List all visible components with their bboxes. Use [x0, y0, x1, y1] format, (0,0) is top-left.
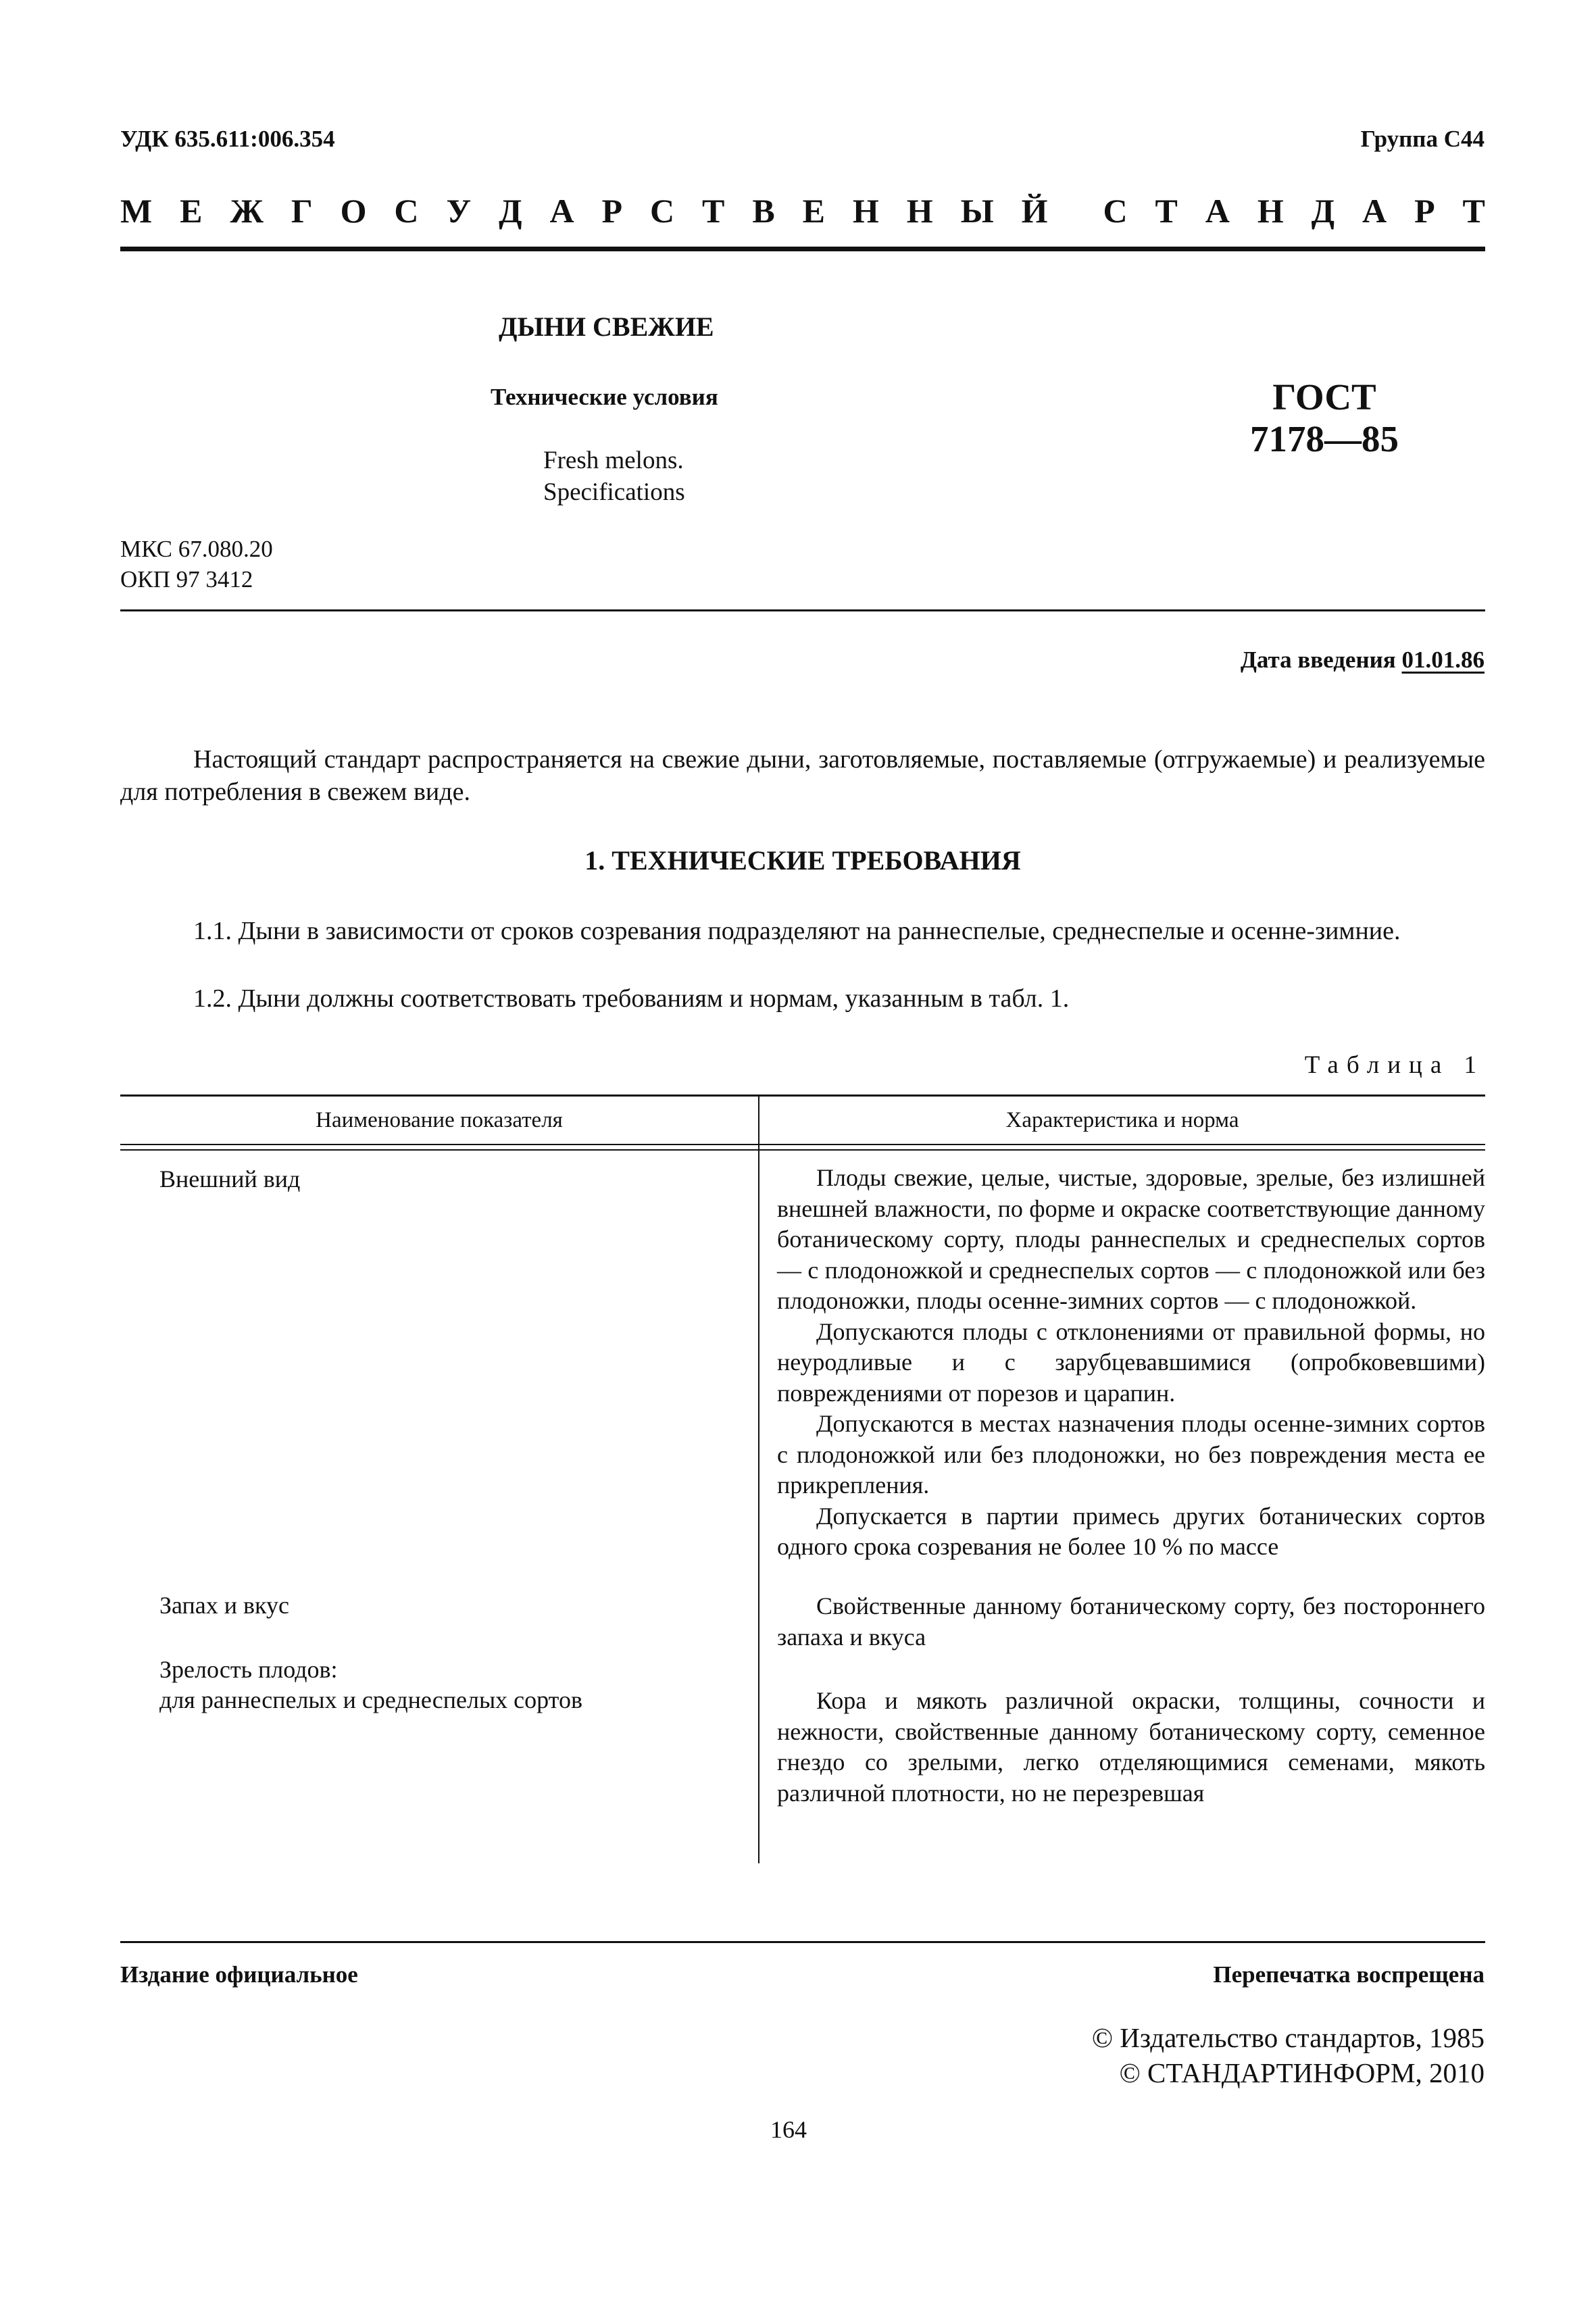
banner-letter: С [394, 192, 419, 230]
row-ripeness-norm [777, 1686, 1485, 1809]
banner-letter: Т [1462, 192, 1485, 230]
mks-code: МКС 67.080.20 [120, 536, 273, 562]
column-header-indicator: Наименование показателя [316, 1108, 563, 1132]
interstate-standard-banner [120, 191, 1485, 230]
footer-rule [120, 1941, 1485, 1943]
banner-letter: Т [1155, 192, 1178, 230]
banner-letter: М [120, 192, 153, 230]
date-value: 01.01.86 [1401, 647, 1485, 673]
table-top-rule [120, 1095, 1485, 1097]
table-header-rule-1 [120, 1144, 1485, 1145]
group-code: Группа С44 [1360, 126, 1485, 152]
appearance-norm-p2: Допускаются плоды с отклонениями от правильной формы, но неуродливые и с зарубцевавшимися (опробковевшими) повреждениями от порезов и царапин. [777, 1317, 1485, 1407]
gost-designation: 7178—85 [1250, 418, 1399, 459]
row-smell-taste-name: Запах и вкус [159, 1592, 290, 1619]
clause-1-2: 1.2. Дыни должны соответствовать требованиям и нормам, указанным в табл. 1. [193, 984, 1070, 1013]
banner-letter: А [1362, 192, 1387, 230]
column-header-norm: Характеристика и норма [1005, 1108, 1239, 1132]
banner-letter: А [1205, 192, 1230, 230]
english-title [543, 445, 685, 508]
banner-letter: У [446, 192, 472, 230]
gost-label: ГОСТ [1272, 376, 1376, 418]
banner-letter: Й [1021, 192, 1048, 230]
banner-letter: О [340, 192, 367, 230]
okp-code: ОКП 97 3412 [120, 566, 253, 593]
banner-letter: Ы [960, 192, 994, 230]
row-smell-taste-norm [777, 1591, 1485, 1653]
banner-letter: Р [1414, 192, 1435, 230]
document-subtitle: Технические условия [491, 384, 718, 410]
introduction-date [1241, 647, 1485, 674]
copyright-block [1092, 2020, 1485, 2090]
banner-letter: Ж [230, 192, 264, 230]
english-title-line2: Specifications [543, 478, 685, 506]
section-heading: 1. ТЕХНИЧЕСКИЕ ТРЕБОВАНИЯ [584, 845, 1021, 876]
classification-codes [120, 534, 273, 595]
table-header-rule-2 [120, 1149, 1485, 1151]
date-label: Дата введения [1240, 647, 1396, 673]
banner-letter: Н [1257, 192, 1284, 230]
banner-letter: Г [291, 192, 313, 230]
ripeness-norm-p1: Кора и мякоть различной окраски, толщины, сочности и нежности, свойственные данному ботаническому сорту, семенное гнездо со зрелыми, легко отделяющимися семенами, мякоть различной плотности, но не перезревшая [777, 1687, 1485, 1807]
banner-letter: С [1103, 192, 1128, 230]
banner-letter: Д [499, 192, 522, 230]
intro-paragraph: Настоящий стандарт распространяется на свежие дыни, заготовляемые, поставляемые (отгружаемые) и реализуемые для потребления в свежем виде. [120, 745, 1485, 806]
table-column-divider [758, 1095, 759, 1863]
banner-letter: Н [906, 192, 933, 230]
banner-letter: Р [601, 192, 623, 230]
banner-letter: Д [1311, 192, 1335, 230]
appearance-norm-p4: Допускается в партии примесь других ботанических сортов одного срока созревания не более 10 % по массе [777, 1502, 1485, 1560]
clause-1-1: 1.1. Дыни в зависимости от сроков созревания подразделяют на раннеспелые, среднеспелые и осенне-зимние. [193, 917, 1401, 945]
row-ripeness-subname: для раннеспелых и среднеспелых сортов [159, 1686, 582, 1713]
appearance-norm-p3: Допускаются в местах назначения плоды осенне-зимних сортов с плодоножкой или без плодоножки, но без повреждения места ее прикрепления. [777, 1410, 1485, 1499]
row-appearance-norm [777, 1163, 1485, 1563]
banner-letter: Т [702, 192, 725, 230]
row-appearance-name: Внешний вид [159, 1165, 301, 1192]
smell-taste-norm-p1: Свойственные данному ботаническому сорту, без постороннего запаха и вкуса [777, 1592, 1485, 1651]
copyright-line-2: © СТАНДАРТИНФОРМ, 2010 [1119, 2057, 1485, 2088]
gost-number [1243, 376, 1405, 460]
banner-letter: Н [852, 192, 879, 230]
document-title: ДЫНИ СВЕЖИЕ [499, 311, 714, 342]
banner-letter: Е [180, 192, 203, 230]
table-label: Таблица 1 [1304, 1051, 1485, 1079]
row-ripeness-name: Зрелость плодов: [159, 1656, 338, 1683]
reprint-prohibited-note: Перепечатка воспрещена [1213, 1961, 1485, 1988]
english-title-line1: Fresh melons. [543, 447, 684, 474]
copyright-line-1: © Издательство стандартов, 1985 [1091, 2022, 1485, 2053]
title-rule [120, 609, 1485, 611]
page-number: 164 [770, 2116, 807, 2143]
banner-letter: Е [802, 192, 825, 230]
appearance-norm-p1: Плоды свежие, целые, чистые, здоровые, зрелые, без излишней внешней влажности, по форме и окраске соответствующие данному ботаническому сорту, плоды раннеспелых и среднеспелых сортов — с плодоножкой и среднеспелых сортов — с плодоножкой или без плодоножки, плоды осенне-зимних сортов — с плодоножкой. [777, 1164, 1485, 1314]
banner-letter: А [549, 192, 574, 230]
udk-code: УДК 635.611:006.354 [120, 126, 335, 152]
banner-letter: С [649, 192, 675, 230]
banner-letter: В [752, 192, 775, 230]
official-edition-note: Издание официальное [120, 1961, 358, 1988]
header-rule [120, 247, 1485, 251]
